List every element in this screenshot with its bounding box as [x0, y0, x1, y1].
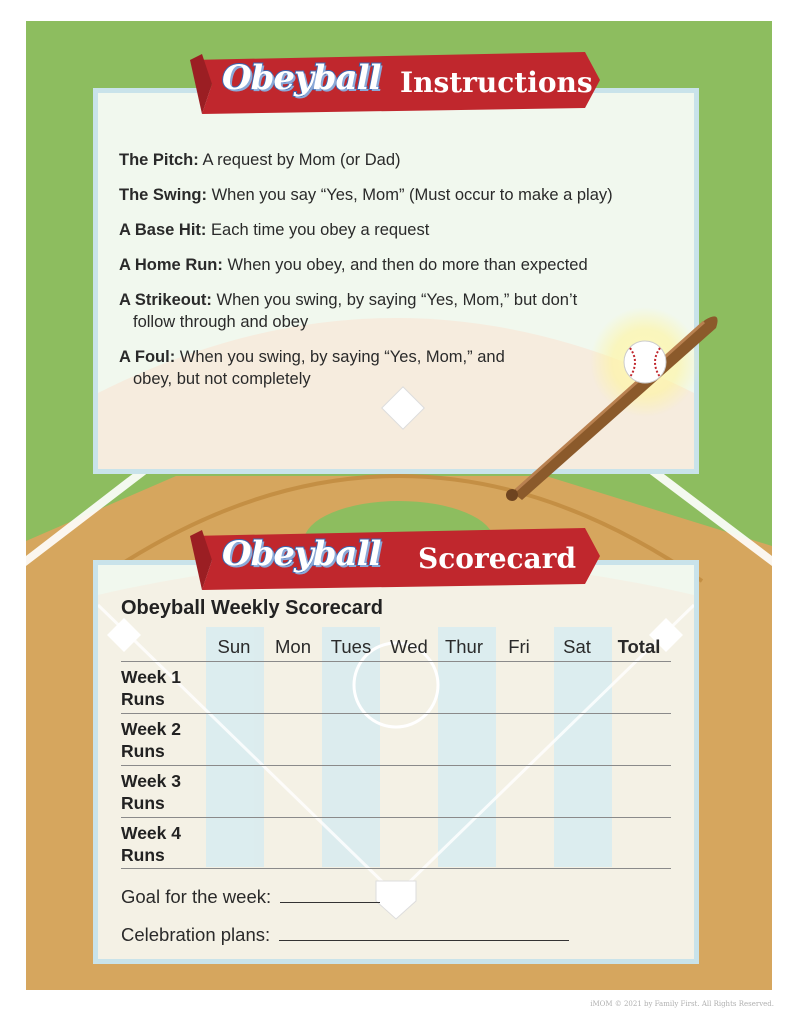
banner-obeyball-logo: Obeyball [222, 534, 381, 574]
week-row-4 [121, 822, 181, 866]
day-header-tues: Tues [330, 636, 372, 657]
runs-label: Runs [121, 845, 165, 865]
week-label: Week 3 [121, 771, 181, 791]
day-header-mon: Mon [275, 636, 311, 657]
day-header-total: Total [617, 636, 661, 657]
day-header-sun: Sun [217, 636, 251, 657]
instruction-foul: A Foul: When you swing, by saying “Yes, Mom,” and obey, but not completely [119, 348, 505, 388]
instruction-base-hit: A Base Hit: Each time you obey a request [119, 221, 430, 239]
day-header-sat: Sat [563, 636, 591, 657]
instruction-strikeout: A Strikeout: When you swing, by saying “Yes, Mom,” but don’t follow through and obey [119, 291, 578, 331]
banner-obeyball-logo: Obeyball [222, 58, 381, 98]
header-rule [121, 661, 671, 662]
scorecard-banner [190, 528, 600, 590]
row-rule [121, 817, 671, 818]
week-row-2 [121, 718, 181, 762]
week-label: Week 1 [121, 667, 181, 687]
row-rule [121, 868, 671, 869]
row-rule [121, 765, 671, 766]
banner-title-instructions: Instructions [400, 66, 593, 99]
scorecard-title: Obeyball Weekly Scorecard [121, 597, 383, 619]
banner-title-scorecard: Scorecard [418, 542, 577, 575]
row-rule [121, 713, 671, 714]
runs-label: Runs [121, 793, 165, 813]
goal-line [121, 886, 380, 908]
instruction-swing: The Swing: When you say “Yes, Mom” (Must occur to make a play) [119, 186, 613, 204]
celebration-label: Celebration plans: [121, 924, 271, 945]
instructions-list [119, 149, 679, 403]
day-header-wed: Wed [390, 636, 428, 657]
runs-label: Runs [121, 689, 165, 709]
day-header-fri: Fri [508, 636, 530, 657]
week-label: Week 2 [121, 719, 181, 739]
runs-label: Runs [121, 741, 165, 761]
week-row-3 [121, 770, 181, 814]
goal-blank[interactable] [280, 888, 380, 903]
instruction-home-run: A Home Run: When you obey, and then do more than expected [119, 256, 588, 274]
instructions-banner [190, 52, 600, 114]
week-label: Week 4 [121, 823, 181, 843]
copyright-footer: iMOM © 2021 by Family First. All Rights Reserved. [590, 1000, 774, 1008]
celebration-line [121, 924, 569, 946]
day-header-thur: Thur [444, 636, 484, 657]
celebration-blank[interactable] [279, 926, 569, 941]
instruction-pitch: The Pitch: A request by Mom (or Dad) [119, 151, 401, 169]
week-row-1 [121, 666, 181, 710]
goal-label: Goal for the week: [121, 886, 272, 907]
